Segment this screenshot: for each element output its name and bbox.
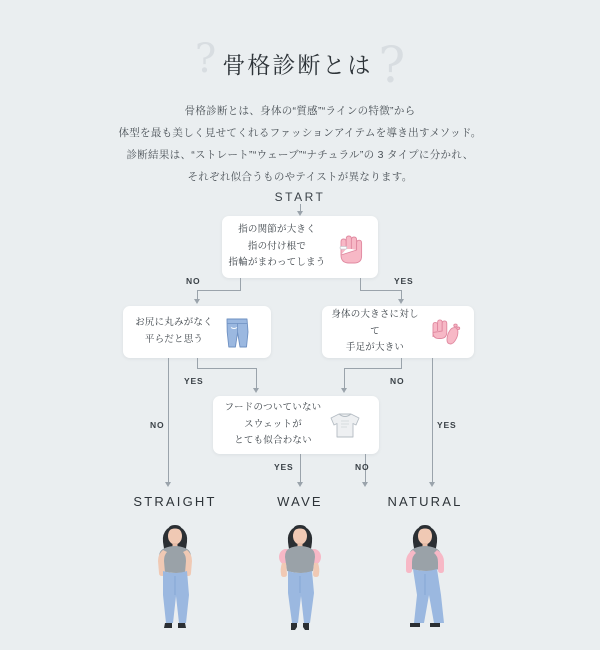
jeans-icon	[215, 310, 259, 354]
lead-line: 体型を最も美しく見せてくれるファッションアイテムを導き出すメソッド。	[118, 127, 482, 140]
title-row	[194, 36, 406, 94]
result-straight-label: STRAIGHT	[133, 494, 217, 509]
arrowhead-q2-no	[165, 482, 171, 487]
question-card-q1[interactable]	[222, 216, 378, 278]
edge-q3-no-down	[344, 368, 345, 390]
edge-q4-yes-down	[300, 454, 301, 484]
arrowhead-q1-no	[194, 299, 200, 304]
woman-wave-figure	[252, 519, 348, 637]
edge-q3-out	[401, 358, 402, 368]
page-title-block	[0, 36, 600, 94]
question-card-q4-text: フードのついていない スウェットが とても似合わない	[224, 402, 322, 447]
result-wave-label: WAVE	[277, 494, 323, 509]
edge-q2-yes-horiz	[197, 368, 256, 369]
sweatshirt-icon	[323, 403, 367, 447]
page-title: 骨格診断とは	[222, 51, 373, 78]
edge-q3-yes-down	[432, 358, 433, 484]
edge-q2-yes-down	[256, 368, 257, 390]
lead-line: 診断結果は、“ストレート”“ウェーブ”“ナチュラル”の 3 タイプに分かれ、	[126, 149, 474, 162]
question-card-q3[interactable]	[322, 306, 474, 358]
edge-q2-out	[197, 358, 198, 368]
edge-label-q3-no: NO	[390, 376, 405, 386]
result-natural-label: NATURAL	[387, 494, 463, 509]
arrowhead-q2-yes	[253, 388, 259, 393]
arrowhead-q3-no	[341, 388, 347, 393]
arrowhead-q4-yes	[297, 482, 303, 487]
flowchart	[0, 190, 600, 520]
lead-paragraph	[0, 100, 600, 188]
edge-label-q3-yes: YES	[437, 420, 457, 430]
woman-natural-figure	[377, 519, 473, 637]
question-mark-right-icon: ?	[378, 36, 406, 94]
hand-ring-icon	[327, 225, 371, 269]
hand-foot-icon	[424, 310, 468, 354]
edge-label-q1-yes: YES	[394, 276, 414, 286]
arrowhead-q3-yes	[429, 482, 435, 487]
edge-q1-yes-vert	[360, 278, 361, 290]
question-card-q2-text: お尻に丸みがなく 平らだと思う	[135, 317, 213, 345]
lead-line: それぞれ似合うものやテイストが異なります。	[187, 171, 413, 184]
edge-label-q1-no: NO	[186, 276, 201, 286]
edge-q1-yes-horiz	[360, 290, 402, 291]
question-mark-left-icon: ?	[194, 36, 217, 82]
question-card-q2[interactable]	[123, 306, 271, 358]
results-row	[0, 494, 600, 650]
edge-label-q4-yes: YES	[274, 462, 294, 472]
edge-q2-no-down	[168, 358, 169, 484]
start-label: START	[274, 190, 326, 204]
lead-line: 骨格診断とは、身体の“質感”“ラインの特徴”から	[184, 105, 416, 117]
result-natural[interactable]	[340, 494, 510, 637]
edge-q1-no-vert	[240, 278, 241, 290]
question-card-q1-text: 指の関節が大きく 指の付け根で 指輪がまわってしまう	[228, 224, 326, 269]
question-card-q4[interactable]	[213, 396, 379, 454]
edge-label-q2-no: NO	[150, 420, 165, 430]
woman-straight-figure	[127, 519, 223, 637]
edge-label-q2-yes: YES	[184, 376, 204, 386]
edge-label-q4-no: NO	[355, 462, 370, 472]
edge-q3-no-horiz	[344, 368, 402, 369]
arrowhead-q1-yes	[398, 299, 404, 304]
edge-q1-no-horiz	[197, 290, 241, 291]
question-card-q3-text: 身体の大きさに対して 手足が大きい	[331, 309, 419, 354]
